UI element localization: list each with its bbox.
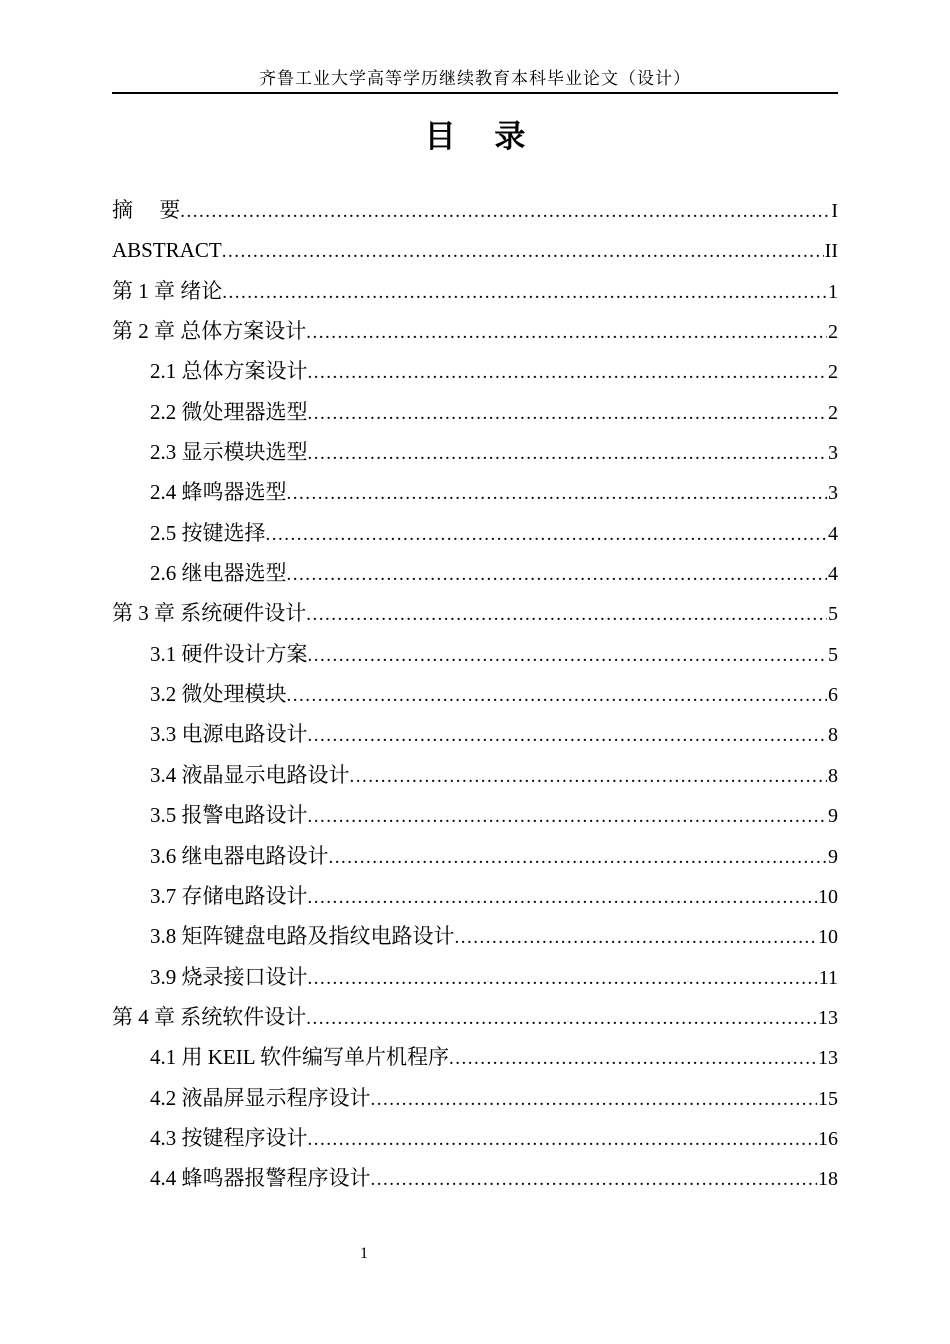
dot-leader bbox=[222, 273, 827, 313]
toc-entry bbox=[112, 1037, 838, 1077]
toc-entry bbox=[112, 230, 838, 270]
toc-entry bbox=[112, 271, 838, 311]
toc-entry-label: 3.9 烧录接口设计 bbox=[150, 964, 308, 989]
dot-leader bbox=[287, 555, 828, 595]
dot-leader bbox=[371, 1080, 818, 1120]
toc-entry bbox=[112, 957, 838, 997]
toc-entry-label: 第 3 章 系统硬件设计 bbox=[112, 601, 307, 626]
toc-entry bbox=[112, 513, 838, 553]
toc-entry-label: 2.2 微处理器选型 bbox=[150, 399, 308, 424]
dot-leader bbox=[449, 1039, 817, 1079]
toc-entry-page-number: 2 bbox=[828, 321, 838, 344]
toc-entry-label: 第 1 章 绪论 bbox=[112, 278, 223, 303]
toc-entry-label: 第 4 章 系统软件设计 bbox=[112, 1004, 307, 1029]
dot-leader bbox=[308, 353, 828, 393]
toc-entry bbox=[112, 674, 838, 714]
toc-entry bbox=[112, 1078, 838, 1118]
toc-entry bbox=[112, 755, 838, 795]
toc-entry-label: 4.4 蜂鸣器报警程序设计 bbox=[150, 1166, 371, 1191]
toc-entry-label: 3.8 矩阵键盘电路及指纹电路设计 bbox=[150, 924, 455, 949]
toc-entry-label: 4.2 液晶屏显示程序设计 bbox=[150, 1085, 371, 1110]
dot-leader bbox=[455, 918, 818, 958]
toc-entry-label: 第 2 章 总体方案设计 bbox=[112, 319, 307, 344]
dot-leader bbox=[222, 232, 824, 272]
toc-entry-label: 3.6 继电器电路设计 bbox=[150, 843, 329, 868]
toc-entry-page-number: 3 bbox=[828, 482, 838, 505]
toc-entry-label: 2.5 按键选择 bbox=[150, 520, 266, 545]
toc-entry-page-number: 9 bbox=[828, 805, 838, 828]
toc-entry-page-number: 5 bbox=[828, 603, 838, 626]
toc-entry-page-number: 13 bbox=[818, 1006, 838, 1029]
toc-entry-page-number: 2 bbox=[828, 361, 838, 384]
toc-entry-label: 4.3 按键程序设计 bbox=[150, 1125, 308, 1150]
toc-entry bbox=[112, 392, 838, 432]
toc-entry-page-number: 8 bbox=[828, 724, 838, 747]
toc-entry-label: 2.1 总体方案设计 bbox=[150, 359, 308, 384]
toc-entry-label: 3.1 硬件设计方案 bbox=[150, 641, 308, 666]
toc-entry bbox=[112, 836, 838, 876]
toc-entry-page-number: 13 bbox=[818, 1047, 838, 1070]
page-title: 目 录 bbox=[424, 119, 526, 154]
dot-leader bbox=[371, 1160, 818, 1200]
toc-entry-label: 3.3 电源电路设计 bbox=[150, 722, 308, 747]
toc-entry-label: 3.5 报警电路设计 bbox=[150, 803, 308, 828]
toc-entry-label: 2.4 蜂鸣器选型 bbox=[150, 480, 287, 505]
dot-leader bbox=[308, 1120, 818, 1160]
toc-entry-page-number: 4 bbox=[828, 563, 838, 586]
dot-leader bbox=[308, 434, 828, 474]
dot-leader bbox=[287, 474, 828, 514]
toc-entry-label: 2.6 继电器选型 bbox=[150, 561, 287, 586]
header-rule bbox=[112, 92, 838, 94]
page-header-text: 齐鲁工业大学高等学历继续教育本科毕业论文（设计） bbox=[259, 69, 691, 88]
dot-leader bbox=[180, 192, 830, 232]
toc-entry-label: 3.4 液晶显示电路设计 bbox=[150, 762, 350, 787]
toc-entry-page-number: 5 bbox=[828, 643, 838, 666]
toc-entry-label: ABSTRACT bbox=[112, 238, 222, 263]
toc-entry-page-number: 18 bbox=[818, 1168, 838, 1191]
toc-entry bbox=[112, 190, 838, 230]
toc-entry-page-number: 16 bbox=[818, 1127, 838, 1150]
toc-entry bbox=[112, 311, 838, 351]
toc-entry-page-number: 10 bbox=[818, 926, 838, 949]
dot-leader bbox=[306, 313, 827, 353]
toc-entry-page-number: 8 bbox=[828, 764, 838, 787]
toc-entry-label: 4.1 用 KEIL 软件编写单片机程序 bbox=[150, 1045, 450, 1070]
toc-list bbox=[112, 190, 838, 1199]
toc-entry-page-number: 4 bbox=[828, 522, 838, 545]
toc-entry-label: 3.7 存储电路设计 bbox=[150, 883, 308, 908]
toc-entry bbox=[112, 795, 838, 835]
toc-entry bbox=[112, 1158, 838, 1198]
toc-entry bbox=[112, 593, 838, 633]
toc-entry-page-number: 11 bbox=[818, 966, 838, 989]
toc-entry-page-number: 2 bbox=[828, 401, 838, 424]
toc-entry-label: 3.2 微处理模块 bbox=[150, 682, 287, 707]
toc-entry bbox=[112, 916, 838, 956]
toc-entry-page-number: 15 bbox=[818, 1087, 838, 1110]
toc-entry-page-number: 9 bbox=[828, 845, 838, 868]
dot-leader bbox=[306, 595, 827, 635]
toc-entry-page-number: 10 bbox=[818, 885, 838, 908]
toc-entry bbox=[112, 351, 838, 391]
dot-leader bbox=[308, 878, 818, 918]
toc-entry-page-number: 1 bbox=[828, 280, 838, 303]
toc-entry-label: 2.3 显示模块选型 bbox=[150, 440, 308, 465]
toc-entry-page-number: I bbox=[831, 200, 838, 222]
toc-entry bbox=[112, 432, 838, 472]
dot-leader bbox=[308, 394, 828, 434]
dot-leader bbox=[308, 636, 828, 676]
dot-leader bbox=[308, 716, 828, 756]
dot-leader bbox=[287, 676, 828, 716]
toc-entry bbox=[112, 876, 838, 916]
toc-entry bbox=[112, 634, 838, 674]
dot-leader bbox=[350, 757, 828, 797]
dot-leader bbox=[266, 515, 828, 555]
dot-leader bbox=[329, 838, 828, 878]
toc-entry-label: 摘 要 bbox=[112, 198, 181, 222]
toc-entry bbox=[112, 553, 838, 593]
toc-entry bbox=[112, 997, 838, 1037]
toc-entry-page-number: 3 bbox=[828, 442, 838, 465]
dot-leader bbox=[308, 797, 828, 837]
toc-entry bbox=[112, 472, 838, 512]
dot-leader bbox=[308, 959, 818, 999]
toc-entry-page-number: II bbox=[824, 240, 838, 263]
toc-entry-page-number: 6 bbox=[828, 684, 838, 707]
toc-entry bbox=[112, 1118, 838, 1158]
toc-entry bbox=[112, 714, 838, 754]
footer-page-number: 1 bbox=[360, 1245, 368, 1262]
dot-leader bbox=[306, 999, 817, 1039]
